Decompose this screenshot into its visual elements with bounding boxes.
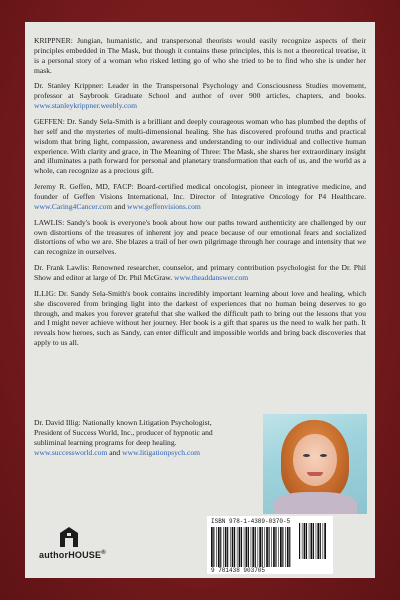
addon-barcode-icon: [299, 523, 329, 559]
caring4cancer-link[interactable]: www.Caring4Cancer.com: [34, 201, 113, 211]
geffen-review: [34, 117, 366, 176]
author-portrait: [263, 414, 367, 514]
illig-links-joiner: and: [109, 447, 121, 457]
publisher-name: authorHOUSE®: [39, 550, 106, 560]
krippner-bio: [34, 81, 366, 111]
krippner-review-text: KRIPPNER: Jungian, humanistic, and transpersonal theorists would easily recognize aspects of their principles embedded in The Mask, but though it contains these principles, this is not a theoretical treatise, it is a personal story of a woman who risked letting go of who she tried to be to find who she is under her mask.: [34, 36, 366, 75]
illig-review: [34, 289, 366, 348]
theaddanswer-link[interactable]: www.theaddanswer.com: [174, 273, 249, 283]
isbn-barcode: [207, 516, 333, 574]
portrait-mouth: [307, 472, 323, 476]
geffen-bio: [34, 182, 366, 212]
krippner-review: [34, 36, 366, 75]
portrait-shirt: [273, 492, 357, 514]
lawlis-bio: [34, 263, 366, 283]
barcode-bars: [211, 527, 329, 567]
ean-barcode-icon: [211, 527, 297, 567]
barcode-digits: 9 781438 903705: [211, 567, 266, 574]
lawlis-review-text: LAWLIS: Sandy's book is everyone's book about how our paths toward authenticity are challenged by our own distortions of the treasures of inherent joy and peace because of our emotional fears and socialized distortions of who we are. She blazes a trail of her own pilgrimage through her courage and intensity that we can recognize in ourselves.: [34, 217, 366, 257]
successworld-link[interactable]: www.successworld.com: [34, 447, 108, 457]
publisher-logo: [39, 526, 106, 566]
geffen-links-joiner: and: [114, 201, 126, 211]
illig-bio-text: Dr. David Illig: Nationally known Litigation Psychologist, President of Success World, Inc., producer of hypnotic and subliminal learning programs for deep healing.: [34, 418, 213, 447]
isbn-label: ISBN 978-1-4389-0370-5: [211, 518, 291, 525]
lawlis-review: [34, 218, 366, 257]
geffen-review-text: GEFFEN: Dr. Sandy Sela-Smith is a brilliant and deeply courageous woman who has plumbed the depths of her self and the mysteries of multi-dimensional healing. She has discovered profound truths and practical wisdom that bring light, compassion, awareness and understanding to our individual and collective human experience. With clarity and grace, in The Meaning of Three: The Mask, she shares her extraordinary insight and illuminates a path forward for personal and planetary transformation that each of us, and the world as a whole, can recognize as a precious gift.: [34, 117, 366, 176]
krippner-bio-text: Dr. Stanley Krippner: Leader in the Transpersonal Psychology and Consciousness Studies movement, professor at Saybrook Graduate School and author of over 900 articles, chapters, and books.: [34, 81, 366, 101]
geffen-bio-text: Jeremy R. Geffen, MD, FACP: Board-certified medical oncologist, pioneer in integrative medicine, and founder of Geffen Visions International, Inc. Director of Integrative Oncology for P4 Healthcare.: [34, 182, 366, 202]
portrait-left-eye: [303, 454, 310, 457]
lawlis-bio-text: Dr. Frank Lawlis: Renowned researcher, counselor, and primary contribution psychologist for the Dr. Phil Show and editor at large of Dr. Phil McGraw.: [34, 263, 366, 283]
geffenvisions-link[interactable]: www.geffenvisions.com: [127, 201, 201, 211]
text-panel: [25, 22, 375, 578]
illig-review-text: ILLIG: Dr. Sandy Sela-Smith's book contains incredibly important learning about love and healing, which she discovered from bringing light into the darkest of experiences that no human being deserves to go through, and makes you forever grateful that she walked the difficult path to bring out the lessons that you and I might never achieve without her journey. Her book is a gift that spares us the need to walk her path. It reveals how heroes, such as Sandy, can enter difficult and impossible worlds and bring back discoveries that apply to us all.: [34, 288, 366, 348]
litigationpsych-link[interactable]: www.litigationpsych.com: [122, 447, 201, 457]
portrait-right-eye: [320, 454, 327, 457]
authorhouse-logo-icon: [58, 526, 80, 548]
bottom-section: [25, 418, 375, 578]
portrait-face: [293, 434, 337, 486]
illig-bio: [34, 418, 239, 457]
krippner-link[interactable]: www.stanleykrippner.weebly.com: [34, 101, 137, 111]
